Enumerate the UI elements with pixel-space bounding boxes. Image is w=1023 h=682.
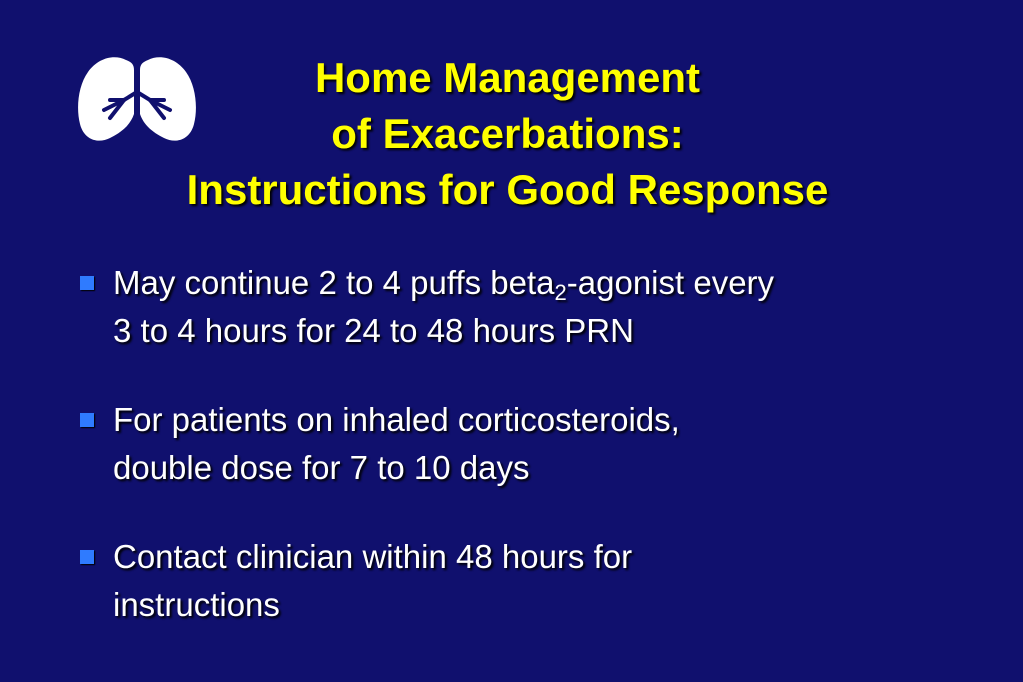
bullet-item-2: [78, 396, 958, 492]
bullet-2-line-2: double dose for 7 to 10 days: [113, 449, 530, 486]
slide-title: [60, 50, 955, 218]
square-bullet-icon: [80, 550, 94, 564]
title-line-1: Home Management: [314, 54, 701, 101]
title-line-3: Instructions for Good Response: [186, 166, 829, 213]
bullet-list: [78, 259, 958, 670]
bullet-3-line-1: Contact clinician within 48 hours for: [113, 538, 633, 575]
bullet-1-text-pre: May continue 2 to 4 puffs beta: [113, 264, 555, 301]
square-bullet-icon: [80, 413, 94, 427]
bullet-1-text-post: -agonist every: [566, 264, 775, 301]
bullet-1-subscript: 2: [554, 280, 567, 305]
bullet-item-3: [78, 533, 958, 629]
bullet-1-line-1: [113, 259, 958, 307]
bullet-3-line-2: instructions: [113, 586, 280, 623]
title-line-2: of Exacerbations:: [331, 110, 684, 157]
bullet-2-line-1: For patients on inhaled corticosteroids,: [113, 401, 680, 438]
square-bullet-icon: [80, 276, 94, 290]
bullet-item-1: [78, 259, 958, 355]
bullet-1-line-2: 3 to 4 hours for 24 to 48 hours PRN: [113, 312, 634, 349]
